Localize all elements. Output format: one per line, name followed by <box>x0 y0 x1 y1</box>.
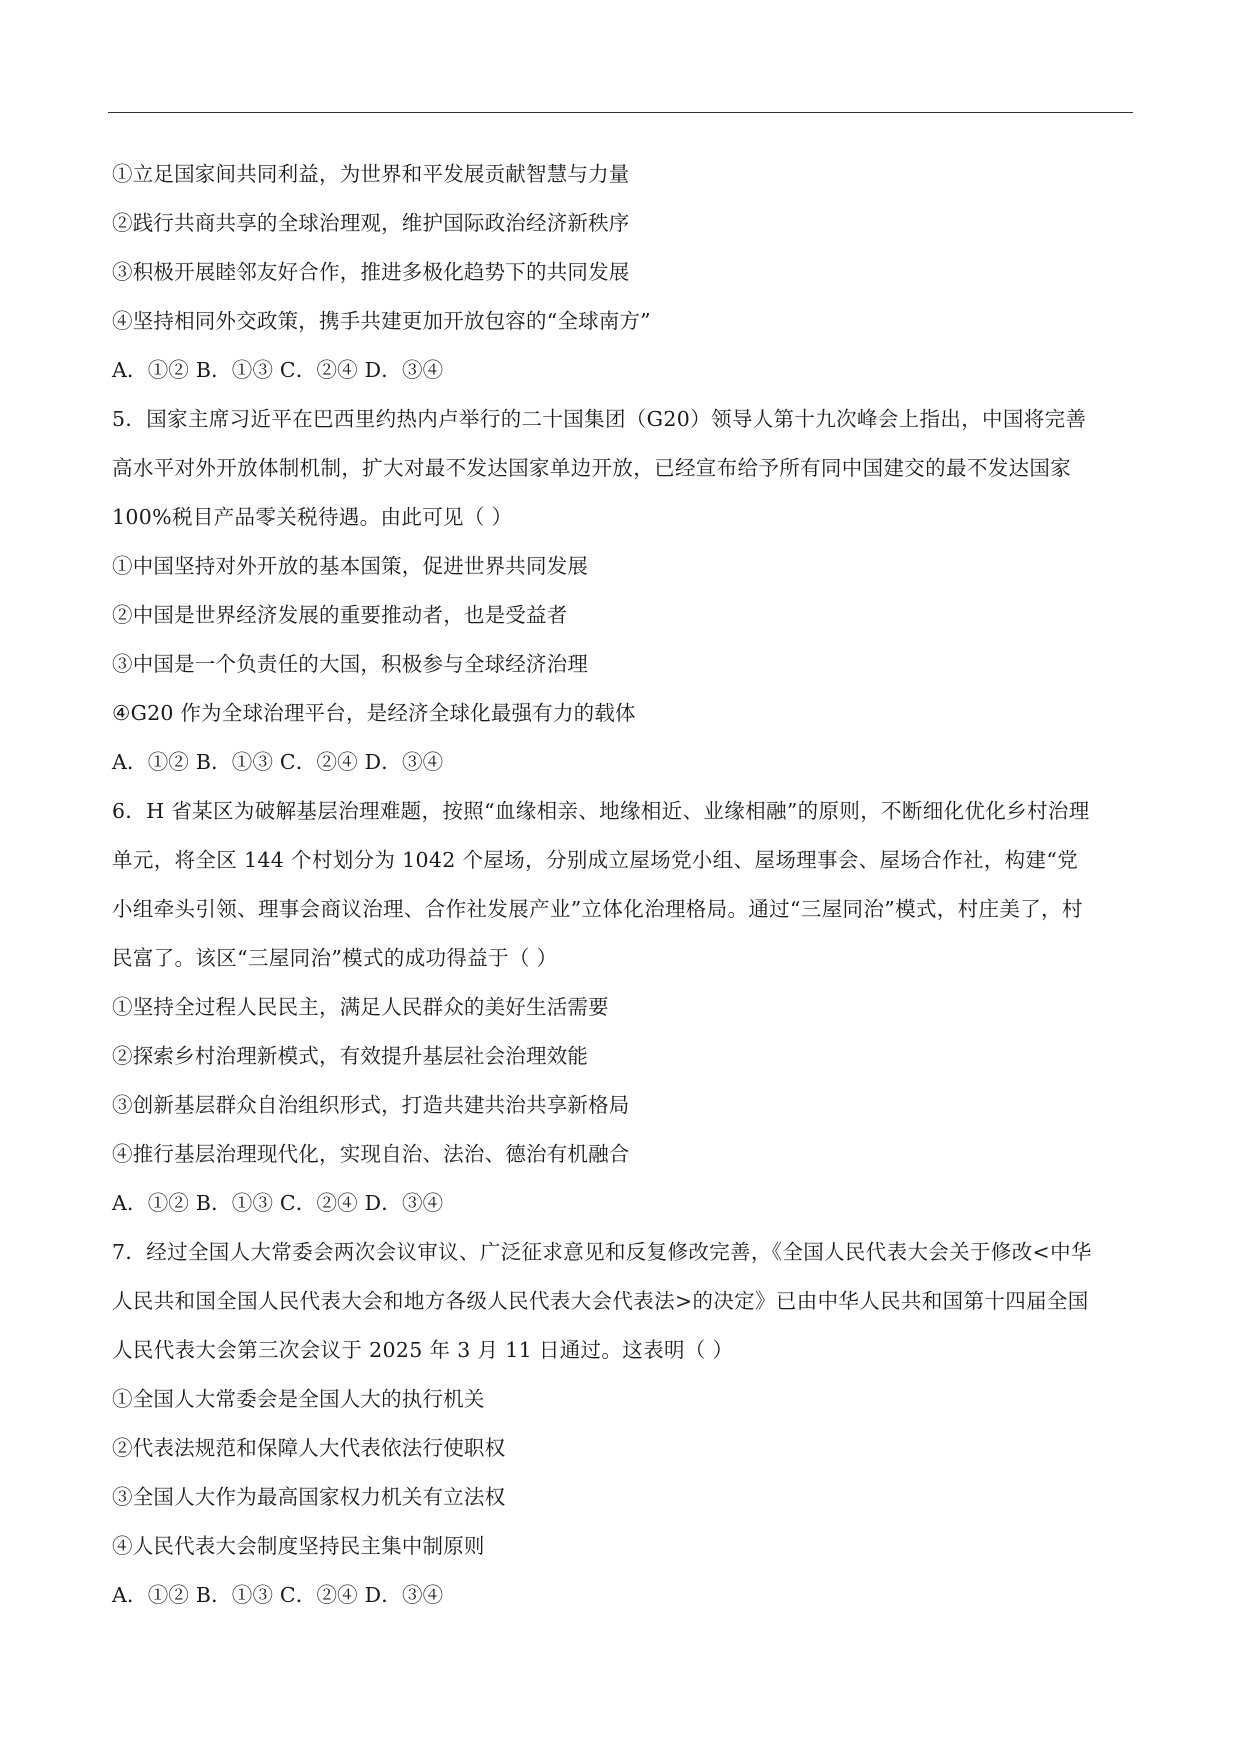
option-line: ②探索乡村治理新模式，有效提升基层社会治理效能 <box>112 1044 589 1068</box>
question-7-options <box>112 1375 1132 1571</box>
option-line: ③积极开展睦邻友好合作，推进多极化趋势下的共同发展 <box>112 260 630 284</box>
stem-line: 高水平对外开放体制机制，扩大对最不发达国家单边开放，已经宣布给予所有同中国建交的最不发达国家 <box>112 456 1072 480</box>
question-4-answer-choices: A．①② B．①③ C．②④ D．③④ <box>112 358 444 382</box>
stem-line: 7．经过全国人大常委会两次会议审议、广泛征求意见和反复修改完善，《全国人民代表大会关于修改<中华 <box>112 1240 1092 1264</box>
option-line: ②代表法规范和保障人大代表依法行使职权 <box>112 1436 506 1460</box>
stem-line: 人民共和国全国人民代表大会和地方各级人民代表大会代表法>的决定》已由中华人民共和国第十四届全国 <box>112 1289 1089 1313</box>
question-5-answer-choices: A．①② B．①③ C．②④ D．③④ <box>112 750 444 774</box>
question-7-answer-choices: A．①② B．①③ C．②④ D．③④ <box>112 1583 444 1607</box>
option-line: ④坚持相同外交政策，携手共建更加开放包容的“全球南方” <box>112 309 651 333</box>
option-line: ②中国是世界经济发展的重要推动者，也是受益者 <box>112 603 568 627</box>
question-5-options <box>112 542 1132 738</box>
question-6-answer-choices: A．①② B．①③ C．②④ D．③④ <box>112 1191 444 1215</box>
question-content <box>112 150 1132 1620</box>
stem-line: 民富了。该区“三屋同治”模式的成功得益于（ ） <box>112 946 558 970</box>
stem-line: 6．H 省某区为破解基层治理难题，按照“血缘相亲、地缘相近、业缘相融”的原则，不断细化优化乡村治理 <box>112 799 1090 823</box>
stem-line: 人民代表大会第三次会议于 2025 年 3 月 11 日通过。这表明（ ） <box>112 1338 734 1362</box>
stem-line: 小组牵头引领、理事会商议治理、合作社发展产业”立体化治理格局。通过“三屋同治”模式，村庄美了，村 <box>112 897 1083 921</box>
option-line: ①坚持全过程人民民主，满足人民群众的美好生活需要 <box>112 995 609 1019</box>
option-line: ①立足国家间共同利益，为世界和平发展贡献智慧与力量 <box>112 162 630 186</box>
option-line: ④推行基层治理现代化，实现自治、法治、德治有机融合 <box>112 1142 630 1166</box>
stem-line: 单元，将全区 144 个村划分为 1042 个屋场，分别成立屋场党小组、屋场理事会、屋场合作社，构建“党 <box>112 848 1079 872</box>
option-line: ④G20 作为全球治理平台，是经济全球化最强有力的载体 <box>112 701 636 725</box>
stem-line: 100%税目产品零关税待遇。由此可见（ ） <box>112 505 513 529</box>
question-7-stem <box>112 1228 1132 1375</box>
stem-line: 5．国家主席习近平在巴西里约热内卢举行的二十国集团（G20）领导人第十九次峰会上指出，中国将完善 <box>112 407 1087 431</box>
question-5-stem <box>112 395 1132 542</box>
option-line: ①全国人大常委会是全国人大的执行机关 <box>112 1387 485 1411</box>
option-line: ①中国坚持对外开放的基本国策，促进世界共同发展 <box>112 554 589 578</box>
option-line: ②践行共商共享的全球治理观，维护国际政治经济新秩序 <box>112 211 630 235</box>
option-line: ③中国是一个负责任的大国，积极参与全球经济治理 <box>112 652 589 676</box>
option-line: ③全国人大作为最高国家权力机关有立法权 <box>112 1485 506 1509</box>
option-line: ③创新基层群众自治组织形式，打造共建共治共享新格局 <box>112 1093 630 1117</box>
option-line: ④人民代表大会制度坚持民主集中制原则 <box>112 1534 485 1558</box>
question-4-options <box>112 150 1132 346</box>
question-6-options <box>112 983 1132 1179</box>
header-rule <box>108 112 1133 113</box>
question-6-stem <box>112 787 1132 983</box>
